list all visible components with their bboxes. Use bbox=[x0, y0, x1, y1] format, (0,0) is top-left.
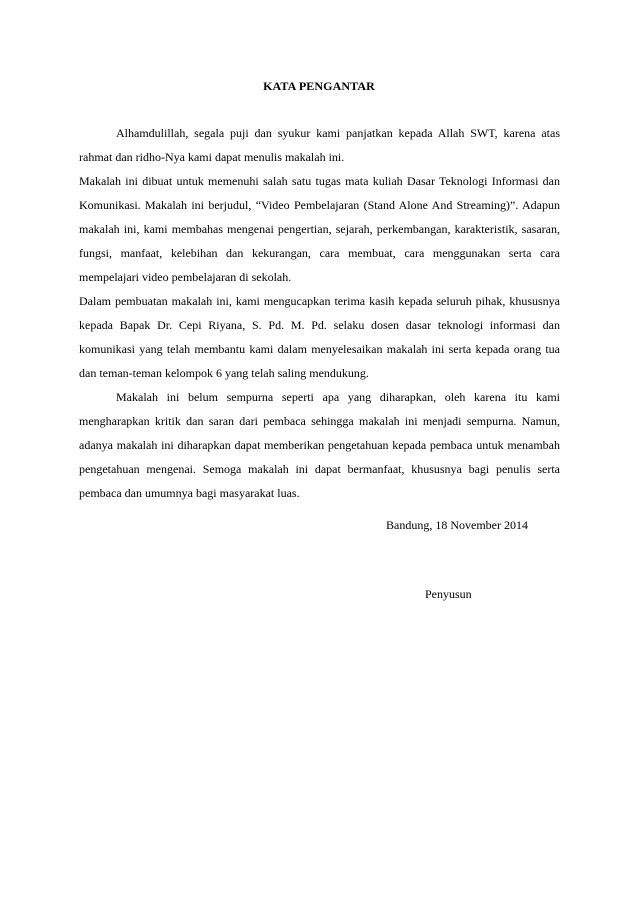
document-title: KATA PENGANTAR bbox=[263, 79, 375, 93]
document-body bbox=[79, 121, 560, 505]
signer: Penyusun bbox=[425, 587, 472, 601]
place-date: Bandung, 18 November 2014 bbox=[386, 518, 528, 532]
paragraph-purpose: Makalah ini dibuat untuk memenuhi salah satu tugas mata kuliah Dasar Teknologi Informasi dan Komunikasi. Makalah ini berjudul, “Video Pembelajaran (Stand Alone And Streaming)”. Adapun makalah ini, kami membahas mengenai pengertian, sejarah, perkembangan, karakteristik, sasaran, fungsi, manfaat, kelebihan dan kekurangan, cara membuat, cara menggunakan serta cara mempelajari video pembelajaran di sekolah. bbox=[79, 174, 560, 284]
paragraph-opening: Alhamdulillah, segala puji dan syukur kami panjatkan kepada Allah SWT, karena atas rahmat dan ridho-Nya kami dapat menulis makalah ini. bbox=[79, 126, 560, 164]
paragraph-acknowledgement: Dalam pembuatan makalah ini, kami mengucapkan terima kasih kepada seluruh pihak, khususnya kepada Bapak Dr. Cepi Riyana, S. Pd. M. Pd. selaku dosen dasar teknologi informasi dan komunikasi yang telah membantu kami dalam menyelesaikan makalah ini serta kepada orang tua dan teman-teman kelompok 6 yang telah saling mendukung. bbox=[79, 294, 560, 380]
paragraph-closing: Makalah ini belum sempurna seperti apa yang diharapkan, oleh karena itu kami mengharapkan kritik dan saran dari pembaca sehingga makalah ini menjadi sempurna. Namun, adanya makalah ini diharapkan dapat memberikan pengetahuan kepada pembaca untuk menambah pengetahuan mengenai. Semoga makalah ini dapat bermanfaat, khususnya bagi penulis serta pembaca dan umumnya bagi masyarakat luas. bbox=[79, 390, 560, 500]
